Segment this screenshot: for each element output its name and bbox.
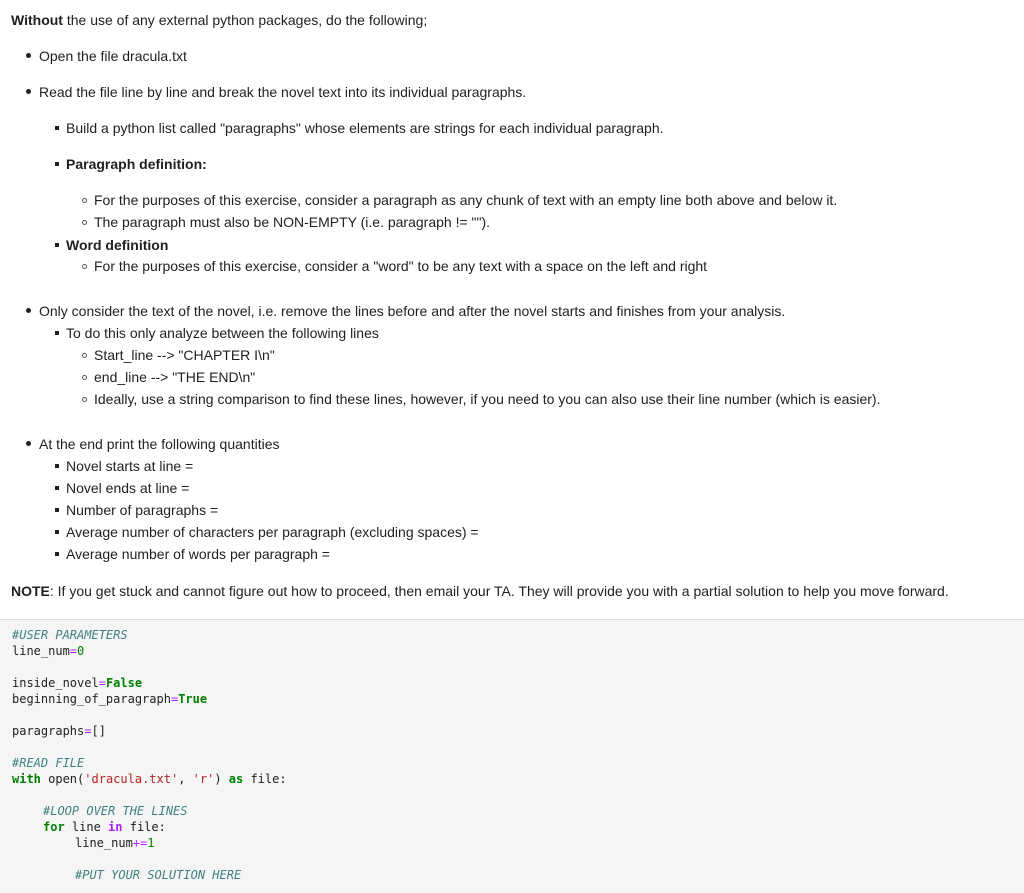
intro-text: the use of any external python packages, do the following; [62, 12, 428, 28]
start-line-item: Start_line --> "CHAPTER I\n" [94, 347, 275, 363]
intro-bold: Without [11, 12, 63, 28]
code-line-inside-novel: inside_novel=False [12, 676, 143, 690]
sub-bullet-square [55, 243, 59, 247]
code-line-increment: line_num+=1 [75, 836, 155, 850]
sub-sub-bullet-circle [82, 198, 87, 203]
end-line-item: end_line --> "THE END\n" [94, 369, 256, 385]
bullet-dot [26, 308, 31, 313]
sub-bullet-square [55, 486, 59, 490]
quantity-item: Average number of words per paragraph = [66, 546, 330, 562]
bullet-novel-only: Only consider the text of the novel, i.e. remove the lines before and after the novel starts and finishes from your analysis. [39, 303, 786, 319]
intro-line [11, 10, 427, 30]
bullet-read-file: Read the file line by line and break the novel text into its individual paragraphs. [39, 84, 527, 100]
sub-sub-bullet-circle [82, 375, 87, 380]
sub-sub-bullet-circle [82, 264, 87, 269]
sub-item-analyze-between: To do this only analyze between the following lines [66, 325, 379, 341]
sub-bullet-square [55, 331, 59, 335]
paragraph-def-1: For the purposes of this exercise, consider a paragraph as any chunk of text with an empty line both above and below it. [94, 192, 838, 208]
sub-bullet-square [55, 126, 59, 130]
bullet-dot [26, 89, 31, 94]
bullet-dot [26, 53, 31, 58]
comment-read-file: #READ FILE [12, 756, 85, 770]
note-line [11, 581, 949, 601]
quantity-item: Number of paragraphs = [66, 502, 219, 518]
sub-sub-bullet-circle [82, 220, 87, 225]
sub-item-word-definition: Word definition [66, 237, 169, 253]
sub-item-paragraph-definition: Paragraph definition: [66, 156, 207, 172]
word-def-1: For the purposes of this exercise, consider a "word" to be any text with a space on the left and right [94, 258, 708, 274]
sub-sub-bullet-circle [82, 353, 87, 358]
sub-bullet-square [55, 508, 59, 512]
sub-bullet-square [55, 530, 59, 534]
paragraph-def-2: The paragraph must also be NON-EMPTY (i.e. paragraph != ""). [94, 214, 491, 230]
sub-bullet-square [55, 162, 59, 166]
code-line-line-num: line_num=0 [12, 644, 85, 658]
code-line-with-open: with open('dracula.txt', 'r') as file: [12, 772, 287, 786]
comment-user-parameters: #USER PARAMETERS [12, 628, 128, 642]
sub-bullet-square [55, 464, 59, 468]
comment-loop-over-lines: #LOOP OVER THE LINES [43, 804, 188, 818]
bullet-open-file: Open the file dracula.txt [39, 48, 187, 64]
string-comparison-item: Ideally, use a string comparison to find these lines, however, if you need to you can also use their line number (which is easier). [94, 391, 881, 407]
quantity-item: Novel starts at line = [66, 458, 194, 474]
code-line-for: for line in file: [43, 820, 166, 834]
sub-sub-bullet-circle [82, 397, 87, 402]
quantity-item: Novel ends at line = [66, 480, 190, 496]
sub-bullet-square [55, 552, 59, 556]
note-bold: NOTE [11, 583, 50, 599]
code-cell[interactable] [0, 619, 1024, 893]
bullet-print-quantities: At the end print the following quantities [39, 436, 280, 452]
comment-put-solution: #PUT YOUR SOLUTION HERE [75, 868, 242, 882]
code-line-beginning: beginning_of_paragraph=True [12, 692, 208, 706]
sub-item-build-list: Build a python list called "paragraphs" whose elements are strings for each individual paragraph. [66, 120, 664, 136]
quantity-item: Average number of characters per paragraph (excluding spaces) = [66, 524, 479, 540]
code-line-paragraphs: paragraphs=[] [12, 724, 106, 738]
note-text: : If you get stuck and cannot figure out how to proceed, then email your TA. They will provide you with a partial solution to help you move forward. [49, 583, 949, 599]
bullet-dot [26, 441, 31, 446]
